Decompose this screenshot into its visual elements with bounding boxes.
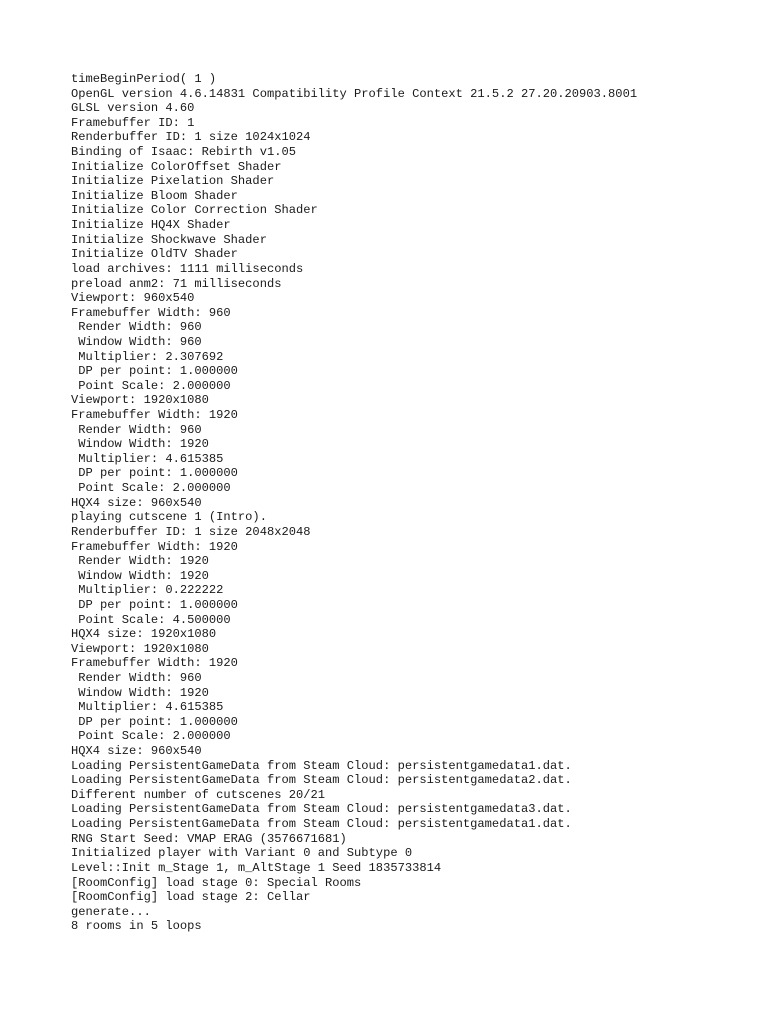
log-line: 8 rooms in 5 loops: [71, 919, 202, 934]
log-line: Loading PersistentGameData from Steam Cloud: persistentgamedata1.dat.: [71, 817, 572, 832]
log-line: Framebuffer Width: 1920: [71, 408, 238, 423]
log-line: DP per point: 1.000000: [71, 714, 238, 729]
log-line: Initialized player with Variant 0 and Subtype 0: [71, 846, 413, 861]
log-line: Binding of Isaac: Rebirth v1.05: [71, 145, 296, 160]
log-line: HQX4 size: 1920x1080: [71, 627, 217, 642]
log-line: Renderbuffer ID: 1 size 2048x2048: [71, 524, 311, 539]
log-line: Level::Init m_Stage 1, m_AltStage 1 Seed 1835733814: [71, 860, 442, 875]
log-line: Render Width: 960: [71, 422, 202, 437]
log-line: Loading PersistentGameData from Steam Cloud: persistentgamedata1.dat.: [71, 758, 572, 773]
log-line: Initialize Color Correction Shader: [71, 203, 318, 218]
log-line: Render Width: 960: [71, 320, 202, 335]
log-line: [RoomConfig] load stage 2: Cellar: [71, 890, 311, 905]
log-line: Initialize OldTV Shader: [71, 247, 238, 262]
log-line: Framebuffer ID: 1: [71, 115, 195, 130]
log-line: Multiplier: 2.307692: [71, 349, 224, 364]
log-line: Point Scale: 4.500000: [71, 612, 231, 627]
log-line: RNG Start Seed: VMAP ERAG (3576671681): [71, 831, 347, 846]
log-line: Framebuffer Width: 1920: [71, 656, 238, 671]
log-line: Loading PersistentGameData from Steam Cloud: persistentgamedata3.dat.: [71, 802, 572, 817]
log-line: Render Width: 1920: [71, 554, 209, 569]
log-line: Point Scale: 2.000000: [71, 378, 231, 393]
log-line: DP per point: 1.000000: [71, 597, 238, 612]
log-text: [71, 72, 637, 934]
log-line: Viewport: 1920x1080: [71, 641, 209, 656]
log-line: Initialize HQ4X Shader: [71, 218, 231, 233]
log-line: Window Width: 1920: [71, 437, 209, 452]
log-line: Initialize ColorOffset Shader: [71, 159, 282, 174]
log-line: Framebuffer Width: 960: [71, 305, 231, 320]
log-line: [RoomConfig] load stage 0: Special Rooms: [71, 875, 362, 890]
log-line: Renderbuffer ID: 1 size 1024x1024: [71, 130, 311, 145]
log-line: Point Scale: 2.000000: [71, 481, 231, 496]
log-line: DP per point: 1.000000: [71, 364, 238, 379]
log-line: Multiplier: 4.615385: [71, 700, 224, 715]
log-line: Initialize Pixelation Shader: [71, 174, 275, 189]
log-line: GLSL version 4.60: [71, 101, 195, 116]
log-line: Framebuffer Width: 1920: [71, 539, 238, 554]
log-line: generate...: [71, 904, 151, 919]
log-line: playing cutscene 1 (Intro).: [71, 510, 267, 525]
log-line: Render Width: 960: [71, 670, 202, 685]
log-line: Multiplier: 4.615385: [71, 451, 224, 466]
log-line: Initialize Shockwave Shader: [71, 232, 267, 247]
log-line: Loading PersistentGameData from Steam Cloud: persistentgamedata2.dat.: [71, 773, 572, 788]
log-line: Window Width: 1920: [71, 685, 209, 700]
log-line: Initialize Bloom Shader: [71, 188, 238, 203]
log-line: Viewport: 960x540: [71, 291, 195, 306]
log-line: Different number of cutscenes 20/21: [71, 787, 326, 802]
log-line: Multiplier: 0.222222: [71, 583, 224, 598]
log-line: Window Width: 960: [71, 334, 202, 349]
log-line: load archives: 1111 milliseconds: [71, 261, 304, 276]
log-line: OpenGL version 4.6.14831 Compatibility Profile Context 21.5.2 27.20.20903.8001: [71, 86, 638, 101]
log-line: preload anm2: 71 milliseconds: [71, 276, 282, 291]
log-line: HQX4 size: 960x540: [71, 744, 202, 759]
log-line: Viewport: 1920x1080: [71, 393, 209, 408]
log-line: timeBeginPeriod( 1 ): [71, 72, 217, 86]
log-line: Point Scale: 2.000000: [71, 729, 231, 744]
log-line: DP per point: 1.000000: [71, 466, 238, 481]
log-line: Window Width: 1920: [71, 568, 209, 583]
log-line: HQX4 size: 960x540: [71, 495, 202, 510]
